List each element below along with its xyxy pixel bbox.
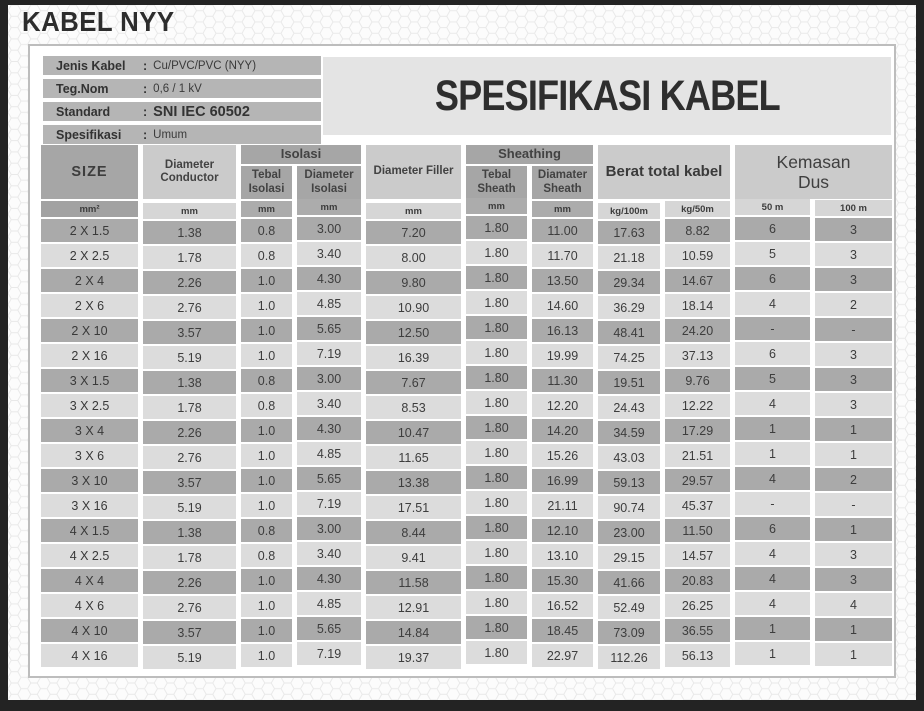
value-cell: 74.25 bbox=[598, 346, 660, 369]
value-cell: 1.80 bbox=[466, 516, 527, 539]
size-cell: 4 X 10 bbox=[41, 619, 138, 642]
size-cell: 4 X 2.5 bbox=[41, 544, 138, 567]
value-cell: 4 bbox=[735, 542, 810, 565]
value-cell: 7.19 bbox=[297, 642, 361, 665]
size-cell: 4 X 4 bbox=[41, 569, 138, 592]
unit-cell: mm bbox=[532, 201, 593, 217]
value-cell: 12.91 bbox=[366, 596, 461, 619]
value-cell: 90.74 bbox=[598, 496, 660, 519]
value-cell: 1.80 bbox=[466, 491, 527, 514]
value-cell: 1.38 bbox=[143, 221, 236, 244]
value-cell: - bbox=[815, 318, 892, 341]
value-cell: 3 bbox=[815, 268, 892, 291]
table-row bbox=[41, 569, 892, 592]
value-cell: 14.84 bbox=[366, 621, 461, 644]
unit-cell: kg/100m bbox=[598, 203, 660, 219]
value-cell: 1.80 bbox=[466, 266, 527, 289]
value-cell: 3 bbox=[815, 343, 892, 366]
value-cell: 12.20 bbox=[532, 394, 593, 417]
table-row bbox=[41, 294, 892, 317]
header-tebal-isolasi: Tebal Isolasi bbox=[241, 166, 292, 199]
value-cell: 37.13 bbox=[665, 344, 730, 367]
info-label: Jenis Kabel bbox=[56, 58, 126, 73]
value-cell: 1.0 bbox=[241, 569, 292, 592]
table-row bbox=[41, 519, 892, 542]
header-size: SIZE bbox=[41, 145, 138, 199]
value-cell: 1.80 bbox=[466, 366, 527, 389]
value-cell: 3.57 bbox=[143, 621, 236, 644]
value-cell: 5.19 bbox=[143, 646, 236, 669]
table-row bbox=[41, 444, 892, 467]
value-cell: 8.00 bbox=[366, 246, 461, 269]
table-row bbox=[41, 419, 892, 442]
value-cell: 6 bbox=[735, 517, 810, 540]
value-cell: 3.00 bbox=[297, 367, 361, 390]
value-cell: 17.29 bbox=[665, 419, 730, 442]
value-cell: 1 bbox=[815, 518, 892, 541]
page-background bbox=[8, 5, 916, 700]
value-cell: 3.00 bbox=[297, 517, 361, 540]
value-cell: 11.50 bbox=[665, 519, 730, 542]
value-cell: 0.8 bbox=[241, 394, 292, 417]
value-cell: 6 bbox=[735, 267, 810, 290]
value-cell: 7.19 bbox=[297, 492, 361, 515]
value-cell: 15.30 bbox=[532, 569, 593, 592]
table-row bbox=[41, 244, 892, 267]
value-cell: 0.8 bbox=[241, 369, 292, 392]
value-cell: 4.85 bbox=[297, 592, 361, 615]
value-cell: 12.10 bbox=[532, 519, 593, 542]
info-label: Spesifikasi bbox=[56, 127, 122, 142]
value-cell: 1.0 bbox=[241, 319, 292, 342]
value-cell: 1.80 bbox=[466, 416, 527, 439]
value-cell: 1 bbox=[735, 642, 810, 665]
table-row bbox=[41, 394, 892, 417]
value-cell: 11.58 bbox=[366, 571, 461, 594]
value-cell: 8.82 bbox=[665, 219, 730, 242]
value-cell: 14.60 bbox=[532, 294, 593, 317]
value-cell: 19.51 bbox=[598, 371, 660, 394]
value-cell: - bbox=[735, 317, 810, 340]
value-cell: 2.76 bbox=[143, 596, 236, 619]
header-kemasan-dus bbox=[735, 145, 892, 199]
value-cell: 15.26 bbox=[532, 444, 593, 467]
info-separator: : bbox=[143, 81, 148, 96]
value-cell: 3.57 bbox=[143, 471, 236, 494]
value-cell: 1.78 bbox=[143, 546, 236, 569]
size-cell: 3 X 4 bbox=[41, 419, 138, 442]
value-cell: 3 bbox=[815, 568, 892, 591]
header-group-sheathing: Sheathing bbox=[466, 145, 593, 164]
value-cell: 8.44 bbox=[366, 521, 461, 544]
size-cell: 2 X 1.5 bbox=[41, 219, 138, 242]
value-cell: 2.26 bbox=[143, 421, 236, 444]
value-cell: 11.65 bbox=[366, 446, 461, 469]
value-cell: 8.53 bbox=[366, 396, 461, 419]
info-row-jenis-kabel bbox=[43, 56, 321, 75]
size-cell: 4 X 1.5 bbox=[41, 519, 138, 542]
value-cell: 5.65 bbox=[297, 317, 361, 340]
value-cell: 3.40 bbox=[297, 542, 361, 565]
value-cell: 1.80 bbox=[466, 316, 527, 339]
value-cell: 1.80 bbox=[466, 216, 527, 239]
info-separator: : bbox=[143, 127, 148, 142]
value-cell: 3 bbox=[815, 393, 892, 416]
value-cell: 5.19 bbox=[143, 346, 236, 369]
value-cell: 1.80 bbox=[466, 566, 527, 589]
table-row bbox=[41, 369, 892, 392]
value-cell: 1.78 bbox=[143, 246, 236, 269]
value-cell: 2 bbox=[815, 293, 892, 316]
value-cell: 1.80 bbox=[466, 441, 527, 464]
value-cell: 1.0 bbox=[241, 644, 292, 667]
spec-title: SPESIFIKASI KABEL bbox=[434, 71, 780, 120]
value-cell: 14.57 bbox=[665, 544, 730, 567]
value-cell: 0.8 bbox=[241, 519, 292, 542]
value-cell: 2.26 bbox=[143, 271, 236, 294]
value-cell: 2.76 bbox=[143, 446, 236, 469]
value-cell: 1.0 bbox=[241, 269, 292, 292]
value-cell: 6 bbox=[735, 342, 810, 365]
info-box bbox=[43, 56, 321, 144]
value-cell: 1 bbox=[735, 417, 810, 440]
unit-cell: 50 m bbox=[735, 199, 810, 215]
value-cell: 2.76 bbox=[143, 296, 236, 319]
value-cell: 13.10 bbox=[532, 544, 593, 567]
value-cell: 3 bbox=[815, 243, 892, 266]
unit-cell: 100 m bbox=[815, 200, 892, 216]
value-cell: 3.00 bbox=[297, 217, 361, 240]
value-cell: 1 bbox=[735, 617, 810, 640]
value-cell: 1.80 bbox=[466, 591, 527, 614]
value-cell: 4 bbox=[815, 593, 892, 616]
table-row bbox=[41, 344, 892, 367]
unit-cell: mm bbox=[143, 203, 236, 219]
unit-cell: kg/50m bbox=[665, 201, 730, 217]
unit-cell: mm bbox=[366, 203, 461, 219]
value-cell: - bbox=[735, 492, 810, 515]
value-cell: 4.85 bbox=[297, 442, 361, 465]
table-body bbox=[41, 219, 892, 667]
size-cell: 3 X 1.5 bbox=[41, 369, 138, 392]
value-cell: 36.55 bbox=[665, 619, 730, 642]
value-cell: 1.0 bbox=[241, 294, 292, 317]
value-cell: 5 bbox=[735, 242, 810, 265]
value-cell: 4 bbox=[735, 467, 810, 490]
value-cell: 0.8 bbox=[241, 244, 292, 267]
value-cell: 3.57 bbox=[143, 321, 236, 344]
value-cell: 6 bbox=[735, 217, 810, 240]
value-cell: 7.20 bbox=[366, 221, 461, 244]
info-row-standard bbox=[43, 102, 321, 121]
value-cell: 13.38 bbox=[366, 471, 461, 494]
value-cell: 1.38 bbox=[143, 371, 236, 394]
value-cell: 5.19 bbox=[143, 496, 236, 519]
header-tebal-sheath: Tebal Sheath bbox=[466, 166, 527, 199]
value-cell: 12.22 bbox=[665, 394, 730, 417]
value-cell: 1.0 bbox=[241, 344, 292, 367]
unit-cell: mm bbox=[297, 199, 361, 215]
value-cell: 0.8 bbox=[241, 544, 292, 567]
value-cell: 19.37 bbox=[366, 646, 461, 669]
header-group-isolasi: Isolasi bbox=[241, 145, 361, 164]
value-cell: 1.80 bbox=[466, 291, 527, 314]
value-cell: 48.41 bbox=[598, 321, 660, 344]
info-value: Cu/PVC/PVC (NYY) bbox=[153, 59, 257, 72]
value-cell: 9.41 bbox=[366, 546, 461, 569]
value-cell: 9.80 bbox=[366, 271, 461, 294]
table-row bbox=[41, 319, 892, 342]
value-cell: 43.03 bbox=[598, 446, 660, 469]
value-cell: 4 bbox=[735, 592, 810, 615]
value-cell: 10.90 bbox=[366, 296, 461, 319]
value-cell: 1.80 bbox=[466, 391, 527, 414]
value-cell: 41.66 bbox=[598, 571, 660, 594]
value-cell: 3 bbox=[815, 543, 892, 566]
table-row bbox=[41, 594, 892, 617]
unit-cell: mm² bbox=[41, 201, 138, 217]
info-label: Teg.Nom bbox=[56, 81, 109, 96]
value-cell: 11.70 bbox=[532, 244, 593, 267]
value-cell: 1.78 bbox=[143, 396, 236, 419]
value-cell: 59.13 bbox=[598, 471, 660, 494]
value-cell: 4.85 bbox=[297, 292, 361, 315]
value-cell: 1 bbox=[815, 618, 892, 641]
value-cell: 24.43 bbox=[598, 396, 660, 419]
header-kemasan-dus-label: Kemasan Dus bbox=[776, 151, 851, 192]
value-cell: 1.80 bbox=[466, 466, 527, 489]
value-cell: 3 bbox=[815, 218, 892, 241]
size-cell: 2 X 2.5 bbox=[41, 244, 138, 267]
value-cell: 16.52 bbox=[532, 594, 593, 617]
value-cell: 73.09 bbox=[598, 621, 660, 644]
header-diameter-conductor: Diameter Conductor bbox=[143, 145, 236, 199]
table-row bbox=[41, 269, 892, 292]
value-cell: 2 bbox=[815, 468, 892, 491]
header-diamater-sheath: Diamater Sheath bbox=[532, 166, 593, 199]
size-cell: 3 X 16 bbox=[41, 494, 138, 517]
value-cell: 19.99 bbox=[532, 344, 593, 367]
value-cell: 20.83 bbox=[665, 569, 730, 592]
value-cell: 56.13 bbox=[665, 644, 730, 667]
info-value: Umum bbox=[153, 128, 188, 141]
value-cell: 17.63 bbox=[598, 221, 660, 244]
value-cell: 26.25 bbox=[665, 594, 730, 617]
value-cell: 14.67 bbox=[665, 269, 730, 292]
value-cell: 13.50 bbox=[532, 269, 593, 292]
value-cell: 18.14 bbox=[665, 294, 730, 317]
value-cell: 112.26 bbox=[598, 646, 660, 669]
value-cell: 29.57 bbox=[665, 469, 730, 492]
value-cell: 10.59 bbox=[665, 244, 730, 267]
value-cell: 4 bbox=[735, 567, 810, 590]
value-cell: 9.76 bbox=[665, 369, 730, 392]
value-cell: 1.80 bbox=[466, 616, 527, 639]
size-cell: 3 X 6 bbox=[41, 444, 138, 467]
header-diameter-isolasi: Diameter Isolasi bbox=[297, 166, 361, 199]
size-cell: 2 X 6 bbox=[41, 294, 138, 317]
info-value: SNI IEC 60502 bbox=[153, 103, 250, 120]
value-cell: 1.0 bbox=[241, 469, 292, 492]
value-cell: 3.40 bbox=[297, 392, 361, 415]
value-cell: 1.0 bbox=[241, 444, 292, 467]
table-row bbox=[41, 219, 892, 242]
value-cell: 2.26 bbox=[143, 571, 236, 594]
info-row-spesifikasi bbox=[43, 125, 321, 144]
value-cell: 1.80 bbox=[466, 241, 527, 264]
value-cell: 1 bbox=[735, 442, 810, 465]
table-row bbox=[41, 469, 892, 492]
value-cell: 23.00 bbox=[598, 521, 660, 544]
value-cell: 29.15 bbox=[598, 546, 660, 569]
value-cell: 17.51 bbox=[366, 496, 461, 519]
value-cell: 0.8 bbox=[241, 219, 292, 242]
value-cell: - bbox=[815, 493, 892, 516]
header-berat-total-kabel: Berat total kabel bbox=[598, 145, 730, 199]
content-panel bbox=[28, 44, 896, 678]
info-value: 0,6 / 1 kV bbox=[153, 82, 202, 95]
value-cell: 3 bbox=[815, 368, 892, 391]
value-cell: 1 bbox=[815, 418, 892, 441]
value-cell: 1.80 bbox=[466, 641, 527, 664]
unit-cell: mm bbox=[241, 201, 292, 217]
value-cell: 14.20 bbox=[532, 419, 593, 442]
value-cell: 1 bbox=[815, 643, 892, 666]
size-cell: 3 X 2.5 bbox=[41, 394, 138, 417]
value-cell: 22.97 bbox=[532, 644, 593, 667]
value-cell: 1.0 bbox=[241, 594, 292, 617]
table-row bbox=[41, 644, 892, 667]
value-cell: 5.65 bbox=[297, 467, 361, 490]
value-cell: 1.38 bbox=[143, 521, 236, 544]
value-cell: 21.18 bbox=[598, 246, 660, 269]
spec-title-panel bbox=[323, 57, 891, 135]
size-cell: 3 X 10 bbox=[41, 469, 138, 492]
size-cell: 2 X 16 bbox=[41, 344, 138, 367]
size-cell: 4 X 6 bbox=[41, 594, 138, 617]
value-cell: 1.80 bbox=[466, 541, 527, 564]
value-cell: 7.19 bbox=[297, 342, 361, 365]
value-cell: 16.39 bbox=[366, 346, 461, 369]
value-cell: 16.13 bbox=[532, 319, 593, 342]
value-cell: 52.49 bbox=[598, 596, 660, 619]
value-cell: 11.30 bbox=[532, 369, 593, 392]
info-label: Standard bbox=[56, 104, 111, 119]
info-separator: : bbox=[143, 58, 148, 73]
value-cell: 5 bbox=[735, 367, 810, 390]
value-cell: 5.65 bbox=[297, 617, 361, 640]
value-cell: 45.37 bbox=[665, 494, 730, 517]
value-cell: 1.80 bbox=[466, 341, 527, 364]
value-cell: 21.11 bbox=[532, 494, 593, 517]
value-cell: 24.20 bbox=[665, 319, 730, 342]
spec-table bbox=[36, 143, 897, 669]
info-row-teg-nom bbox=[43, 79, 321, 98]
value-cell: 1.0 bbox=[241, 619, 292, 642]
table-row bbox=[41, 494, 892, 517]
value-cell: 7.67 bbox=[366, 371, 461, 394]
value-cell: 1.0 bbox=[241, 419, 292, 442]
value-cell: 1 bbox=[815, 443, 892, 466]
unit-cell: mm bbox=[466, 198, 527, 214]
value-cell: 3.40 bbox=[297, 242, 361, 265]
value-cell: 10.47 bbox=[366, 421, 461, 444]
value-cell: 4 bbox=[735, 392, 810, 415]
value-cell: 4.30 bbox=[297, 267, 361, 290]
units-row bbox=[41, 201, 892, 217]
value-cell: 12.50 bbox=[366, 321, 461, 344]
header-diameter-filler: Diameter Filler bbox=[366, 145, 461, 199]
page-title: KABEL NYY bbox=[22, 6, 175, 37]
value-cell: 18.45 bbox=[532, 619, 593, 642]
value-cell: 11.00 bbox=[532, 219, 593, 242]
size-cell: 2 X 4 bbox=[41, 269, 138, 292]
value-cell: 21.51 bbox=[665, 444, 730, 467]
info-separator: : bbox=[143, 104, 148, 119]
value-cell: 29.34 bbox=[598, 271, 660, 294]
table-row bbox=[41, 544, 892, 567]
size-cell: 2 X 10 bbox=[41, 319, 138, 342]
value-cell: 36.29 bbox=[598, 296, 660, 319]
value-cell: 4.30 bbox=[297, 417, 361, 440]
size-cell: 4 X 16 bbox=[41, 644, 138, 667]
value-cell: 1.0 bbox=[241, 494, 292, 517]
table-row bbox=[41, 619, 892, 642]
value-cell: 4.30 bbox=[297, 567, 361, 590]
value-cell: 4 bbox=[735, 292, 810, 315]
value-cell: 34.59 bbox=[598, 421, 660, 444]
value-cell: 16.99 bbox=[532, 469, 593, 492]
